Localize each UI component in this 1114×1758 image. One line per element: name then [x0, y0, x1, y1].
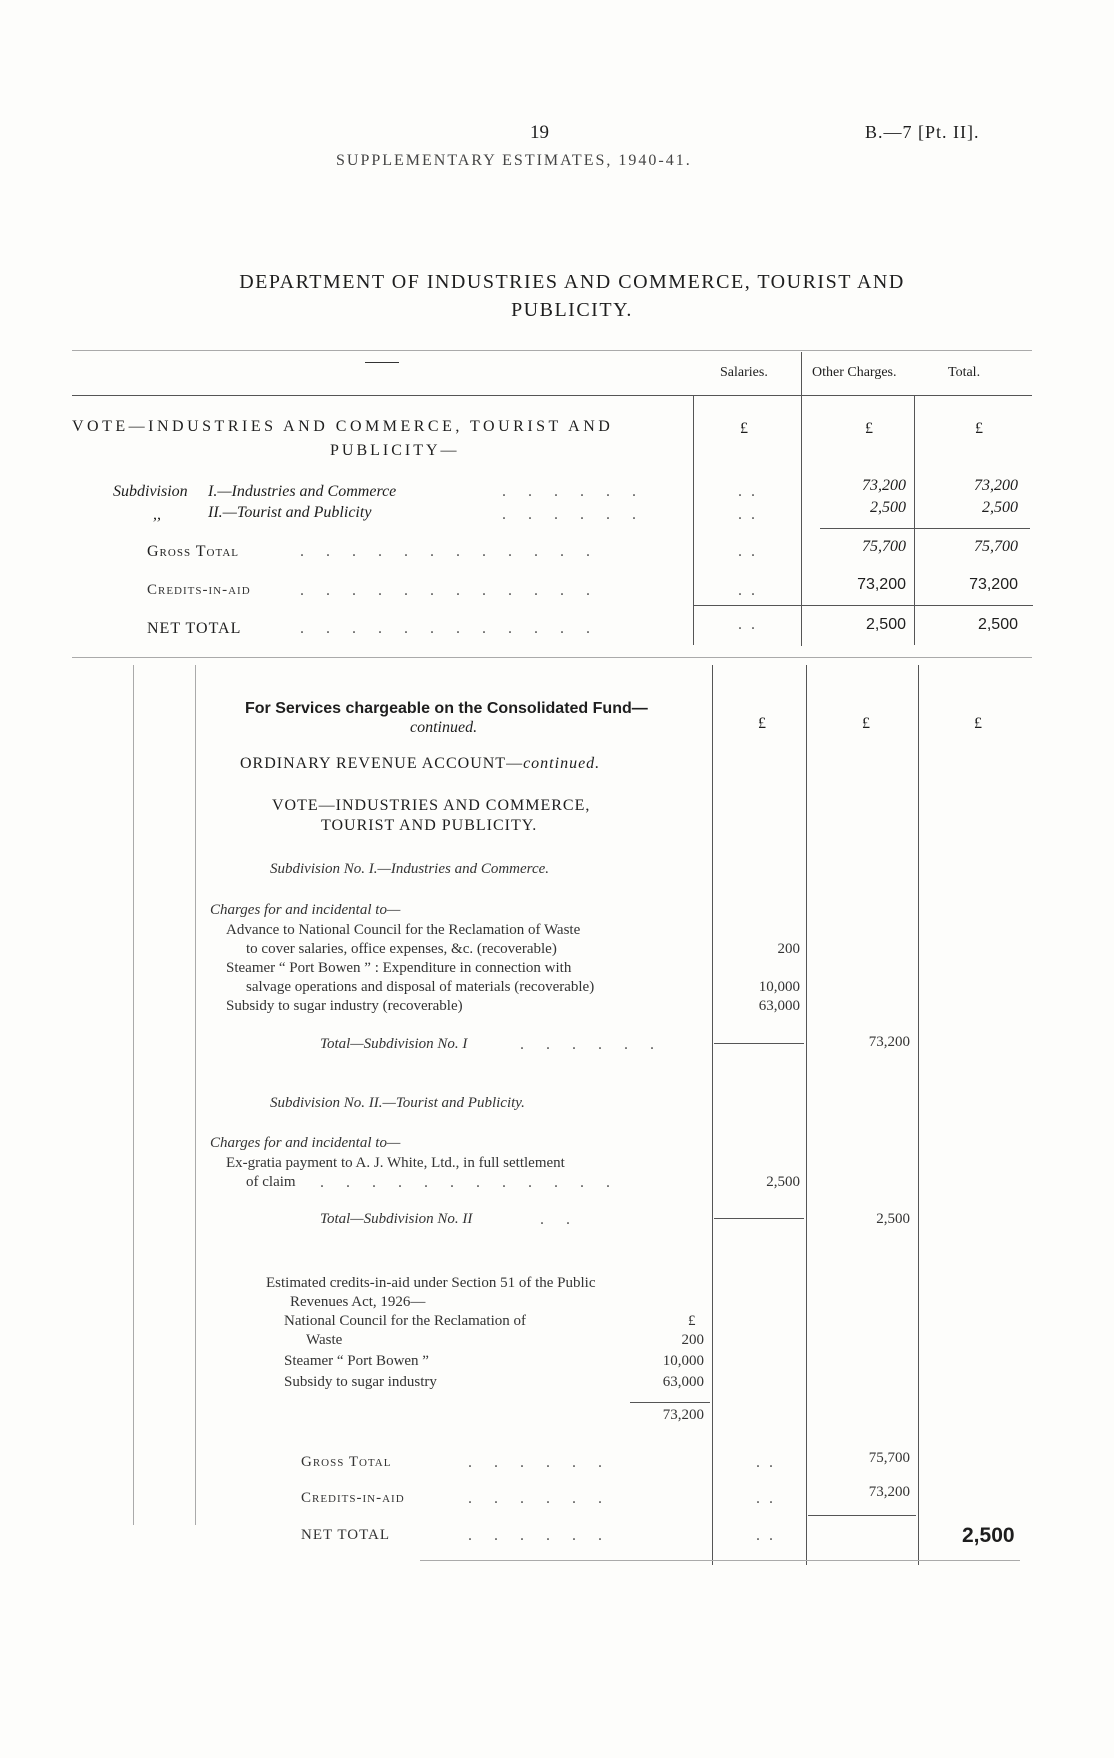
credits-estimate-total: 73,200 [662, 1407, 704, 1423]
subtotal-rule [714, 1043, 804, 1044]
summary-subtotal-rule [820, 528, 1030, 529]
credits-currency-symbol: £ [688, 1313, 696, 1329]
other-charges-value: 73,200 [857, 576, 906, 593]
detail-credits-label: Credits-in-aid [301, 1490, 405, 1506]
salaries-value: .. [738, 616, 764, 633]
credit-amount: 200 [681, 1332, 704, 1348]
summary-bottom-rule [72, 657, 1032, 658]
total-value: 75,700 [974, 538, 1018, 555]
other-charges-value: 2,500 [865, 616, 906, 633]
credit-item: National Council for the Reclamation of [284, 1313, 527, 1329]
column-heading-total: Total. [948, 365, 981, 380]
summary-subdivision-prefix: ,, [153, 506, 161, 523]
total-value: 2,500 [977, 616, 1018, 633]
credit-amount: 10,000 [662, 1353, 704, 1369]
summary-subdivision-prefix: Subdivision [113, 483, 188, 500]
summary-credits-rule [693, 605, 1033, 606]
detail-margin-line [195, 665, 196, 1525]
detail-margin-line [133, 665, 134, 1525]
leader-dots: . . . . . . [502, 506, 645, 523]
leader-dots: . . [540, 1211, 579, 1228]
department-title [0, 268, 1114, 324]
charge-amount: 10,000 [758, 979, 800, 995]
detail-gross-total-label: Gross Total [301, 1454, 392, 1470]
leader-dots: . . . . . . [502, 483, 645, 500]
department-title-line1: DEPARTMENT OF INDUSTRIES AND COMMERCE, TOURIST AND [239, 271, 905, 293]
credits-estimate-heading: Estimated credits-in-aid under Section 51 of the Public [266, 1275, 596, 1291]
ordinary-revenue-cont: continued. [523, 755, 601, 772]
summary-subdivision-label: I.—Industries and Commerce [208, 483, 397, 500]
salaries-value: .. [756, 1527, 782, 1544]
salaries-value: .. [756, 1490, 782, 1507]
detail-col-divider-2 [806, 665, 807, 1565]
credits-estimate-heading-cont: Revenues Act, 1926— [290, 1294, 426, 1310]
subdivision-heading: Subdivision No. I.—Industries and Commerce. [270, 861, 550, 877]
subdivision-total-label: Total—Subdivision No. II [320, 1211, 473, 1227]
document-reference: B.—7 [Pt. II]. [865, 122, 980, 142]
net-total-rule [808, 1515, 916, 1516]
net-total-value: 2,500 [962, 1524, 1015, 1547]
charge-item-cont: to cover salaries, office expenses, &c. (recoverable) [246, 941, 557, 957]
leader-dots: . . . . . . [468, 1527, 611, 1544]
other-charges-value: 75,700 [868, 1450, 910, 1466]
other-charges-value: 73,200 [862, 477, 906, 494]
leader-dots: . . . . . . . . . . . . [300, 543, 599, 560]
other-charges-value: 2,500 [870, 499, 906, 516]
currency-symbol-total: £ [975, 420, 983, 437]
ordinary-revenue-heading [240, 755, 600, 773]
credit-amount: 63,000 [662, 1374, 704, 1390]
currency-symbol-salaries: £ [758, 715, 766, 732]
leader-dots: . . . . . . [468, 1454, 611, 1471]
subdivision-total: 73,200 [868, 1034, 910, 1050]
charge-item: Ex-gratia payment to A. J. White, Ltd., in full settlement [226, 1155, 565, 1171]
column-heading-other-charges: Other Charges. [812, 365, 897, 380]
subtotal-rule [714, 1218, 804, 1219]
credit-item: Subsidy to sugar industry [284, 1374, 437, 1390]
currency-symbol-other: £ [865, 420, 873, 437]
credit-item-cont: Waste [306, 1332, 343, 1348]
summary-gross-total-label: Gross Total [147, 543, 240, 560]
leader-dots: . . . . . . . . . . . . [300, 582, 599, 599]
summary-net-total-label: NET TOTAL [147, 620, 242, 637]
charge-amount: 2,500 [766, 1174, 800, 1190]
detail-net-total-label: NET TOTAL [301, 1527, 391, 1543]
services-heading: For Services chargeable on the Consolidated Fund— [245, 700, 648, 717]
currency-symbol-salaries: £ [740, 420, 748, 437]
summary-col-divider-3 [914, 395, 915, 645]
summary-top-rule [72, 350, 1032, 351]
summary-credits-label: Credits-in-aid [147, 582, 251, 598]
currency-symbol-other: £ [862, 715, 870, 732]
charge-item: Advance to National Council for the Reclamation of Waste [226, 922, 581, 938]
credit-item: Steamer “ Port Bowen ” [284, 1353, 429, 1369]
credits-subtotal-rule [630, 1402, 710, 1403]
detail-vote-title: VOTE—INDUSTRIES AND COMMERCE, [272, 797, 591, 814]
total-value: 2,500 [982, 499, 1018, 516]
detail-col-divider-3 [918, 665, 919, 1565]
document-subtitle: SUPPLEMENTARY ESTIMATES, 1940-41. [336, 152, 692, 169]
currency-symbol-total: £ [974, 715, 982, 732]
summary-header-rule [72, 395, 1032, 396]
column-heading-salaries: Salaries. [720, 365, 768, 380]
page-bottom-rule [420, 1560, 1020, 1561]
services-heading-cont: continued. [410, 719, 478, 736]
column-placeholder-dash [365, 362, 399, 363]
total-value: 73,200 [969, 576, 1018, 593]
salaries-value: .. [738, 506, 764, 523]
charges-label: Charges for and incidental to— [210, 1135, 401, 1151]
total-value: 73,200 [974, 477, 1018, 494]
leader-dots: . . . . . . [468, 1490, 611, 1507]
page-number: 19 [530, 122, 549, 143]
other-charges-value: 75,700 [862, 538, 906, 555]
detail-vote-title-cont: TOURIST AND PUBLICITY. [321, 817, 538, 834]
leader-dots: . . . . . . . . . . . . [300, 620, 599, 637]
salaries-value: .. [756, 1454, 782, 1471]
leader-dots: . . . . . . [520, 1036, 663, 1053]
salaries-value: .. [738, 582, 764, 599]
charge-item: Subsidy to sugar industry (recoverable) [226, 998, 463, 1014]
ordinary-revenue-title: ORDINARY REVENUE ACCOUNT— [240, 755, 524, 772]
charge-item: Steamer “ Port Bowen ” : Expenditure in connection with [226, 960, 572, 976]
charge-amount: 200 [777, 941, 800, 957]
charges-label: Charges for and incidental to— [210, 902, 401, 918]
subdivision-total: 2,500 [876, 1211, 910, 1227]
summary-vote-title: VOTE—INDUSTRIES AND COMMERCE, TOURIST AND [72, 418, 614, 435]
summary-vote-title-cont: PUBLICITY— [330, 442, 460, 459]
charge-item-cont: salvage operations and disposal of materials (recoverable) [246, 979, 595, 995]
subdivision-total-label: Total—Subdivision No. I [320, 1036, 468, 1052]
salaries-value: .. [738, 543, 764, 560]
detail-col-divider-1 [712, 665, 713, 1565]
salaries-value: .. [738, 483, 764, 500]
summary-subdivision-label: II.—Tourist and Publicity [208, 504, 372, 521]
summary-col-divider-2 [693, 395, 694, 645]
charge-amount: 63,000 [758, 998, 800, 1014]
leader-dots: . . . . . . . . . . . . [320, 1174, 619, 1191]
summary-col-divider-1 [801, 352, 802, 646]
subdivision-heading: Subdivision No. II.—Tourist and Publicity. [270, 1095, 525, 1111]
other-charges-value: 73,200 [868, 1484, 910, 1500]
department-title-line2: PUBLICITY. [511, 299, 633, 321]
charge-item-cont: of claim [246, 1174, 296, 1190]
